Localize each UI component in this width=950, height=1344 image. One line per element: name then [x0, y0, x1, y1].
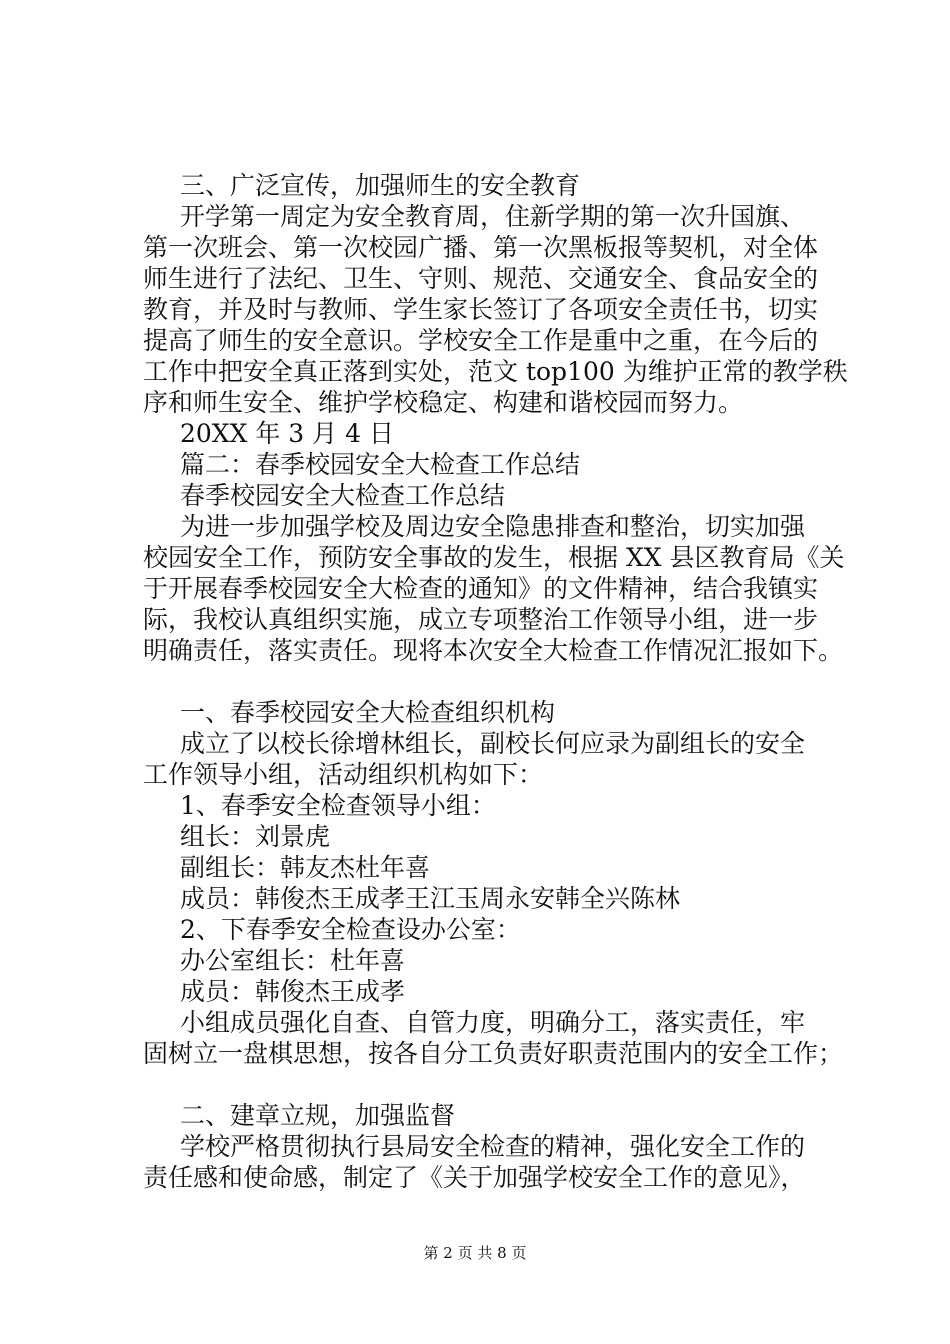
list-item: 成员：韩俊杰王成孝: [180, 977, 406, 1006]
section-heading-3: 三、广泛宣传，加强师生的安全教育: [180, 171, 581, 200]
paragraph-line: 学校严格贯彻执行县局安全检查的精神，强化安全工作的: [180, 1132, 806, 1161]
list-item: 成员：韩俊杰王成孝王江玉周永安韩全兴陈林: [180, 884, 681, 913]
section-heading-2: 二、建章立规，加强监督: [180, 1101, 456, 1130]
paragraph-line: 工作领导小组，活动组织机构如下：: [143, 760, 544, 789]
paragraph-line: 为进一步加强学校及周边安全隐患排查和整治，切实加强: [180, 512, 806, 541]
paragraph-line: 校园安全工作，预防安全事故的发生，根据 XX 县区教育局《关: [143, 543, 845, 572]
paragraph-line: 责任感和使命感，制定了《关于加强学校安全工作的意见》，: [143, 1163, 806, 1192]
paragraph-line: 工作中把安全真正落到实处，范文 top100 为维护正常的教学秩: [143, 357, 848, 386]
list-item: 2、下春季安全检查设办公室：: [180, 915, 521, 944]
blank-line: [143, 1069, 843, 1100]
paragraph-line: 际，我校认真组织实施，成立专项整治工作领导小组，进一步: [143, 605, 819, 634]
list-item: 办公室组长：杜年喜: [180, 946, 406, 975]
chapter-title: 春季校园安全大检查工作总结: [180, 481, 506, 510]
paragraph-line: 开学第一周定为安全教育周，住新学期的第一次升国旗、: [180, 202, 806, 231]
blank-line: [143, 666, 843, 697]
paragraph-line: 教育，并及时与教师、学生家长签订了各项安全责任书，切实: [143, 295, 819, 324]
paragraph-line: 固树立一盘棋思想，按各自分工负责好职责范围内的安全工作；: [143, 1039, 844, 1068]
paragraph-line: 于开展春季校园安全大检查的通知》的文件精神，结合我镇实: [143, 574, 819, 603]
section-heading-1: 一、春季校园安全大检查组织机构: [180, 698, 556, 727]
page-footer: 第 2 页 共 8 页: [423, 1244, 527, 1262]
paragraph-line: 明确责任，落实责任。现将本次安全大检查工作情况汇报如下。: [143, 636, 844, 665]
chapter-heading: 篇二：春季校园安全大检查工作总结: [180, 450, 581, 479]
paragraph-line: 成立了以校长徐增林组长，副校长何应录为副组长的安全: [180, 729, 806, 758]
paragraph-line: 小组成员强化自查、自管力度，明确分工，落实责任，牢: [180, 1008, 806, 1037]
list-item: 1、春季安全检查领导小组：: [180, 791, 496, 820]
paragraph-line: 序和师生安全、维护学校稳定、构建和谐校园而努力。: [143, 388, 744, 417]
list-item: 副组长：韩友杰杜年喜: [180, 853, 431, 882]
paragraph-line: 提高了师生的安全意识。学校安全工作是重中之重，在今后的: [143, 326, 819, 355]
paragraph-line: 师生进行了法纪、卫生、守则、规范、交通安全、食品安全的: [143, 264, 819, 293]
date-line: 20XX 年 3 月 4 日: [180, 419, 394, 448]
document-body: [143, 170, 848, 1193]
list-item: 组长：刘景虎: [180, 822, 331, 851]
paragraph-line: 第一次班会、第一次校园广播、第一次黑板报等契机，对全体: [143, 233, 819, 262]
